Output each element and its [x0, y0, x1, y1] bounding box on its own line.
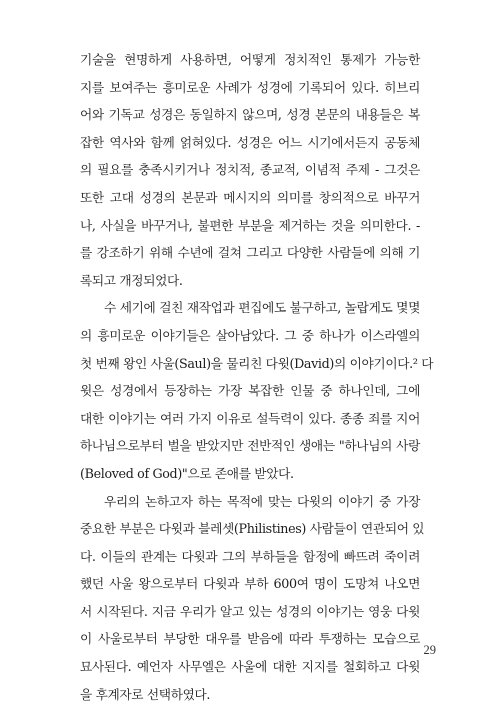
paragraph-2	[80, 294, 420, 487]
text-line: 다. 이들의 관계는 다윗과 그의 부하들을 함정에 빠뜨려 죽이려	[80, 543, 420, 571]
text-line: 했던 사울 왕으로부터 다윗과 부하 600여 명이 도망쳐 나오면	[80, 570, 420, 598]
text-line: 윗은 성경에서 등장하는 가장 복잡한 인물 중 하나인데, 그에	[80, 377, 420, 405]
text-line: 하나님으로부터 벌을 받았지만 전반적인 생애는 "하나님의 사랑	[80, 432, 420, 460]
text-line: 또한 고대 성경의 본문과 메시지의 의미를 창의적으로 바꾸거	[80, 184, 420, 212]
text-line: 수 세기에 걸친 재작업과 편집에도 불구하고, 놀랍게도 몇몇	[80, 294, 420, 322]
text-line: 의 흥미로운 이야기들은 살아남았다. 그 중 하나가 이스라엘의	[80, 322, 420, 350]
text-line: 나, 사실을 바꾸거나, 불편한 부분을 제거하는 것을 의미한다. -	[80, 212, 420, 240]
paragraph-3	[80, 488, 420, 708]
text-line: 이 사울로부터 부당한 대우를 받음에 따라 투쟁하는 모습으로	[80, 625, 420, 653]
text-line: 록되고 개정되었다.	[80, 267, 420, 295]
body-text	[80, 46, 420, 708]
text-line: 지를 보여주는 흥미로운 사례가 성경에 기록되어 있다. 히브리	[80, 74, 420, 102]
text-line: 우리의 논하고자 하는 목적에 맞는 다윗의 이야기 중 가장	[80, 488, 420, 516]
text-line: 중요한 부분은 다윗과 블레셋(Philistines) 사람들이 연관되어 있	[80, 515, 420, 543]
text-line: 첫 번째 왕인 사울(Saul)을 물리친 다윗(David)의 이야기이다.² 다	[80, 350, 420, 378]
text-line: 을 후계자로 선택하였다.	[80, 681, 420, 708]
paragraph-1	[80, 46, 420, 294]
text-line: 의 필요를 충족시키거나 정치적, 종교적, 이념적 주제 - 그것은	[80, 156, 420, 184]
text-line: (Beloved of God)"으로 존애를 받았다.	[80, 460, 420, 488]
text-line: 대한 이야기는 여러 가지 이유로 설득력이 있다. 종종 죄를 지어	[80, 405, 420, 433]
text-line: 어와 기독교 성경은 동일하지 않으며, 성경 본문의 내용들은 복	[80, 101, 420, 129]
text-line: 서 시작된다. 지금 우리가 알고 있는 성경의 이야기는 영웅 다윗	[80, 598, 420, 626]
page-number: 29	[400, 643, 436, 658]
text-line: 기술을 현명하게 사용하면, 어떻게 정치적인 통제가 가능한	[80, 46, 420, 74]
text-line: 묘사된다. 예언자 사무엘은 사울에 대한 지지를 철회하고 다윗	[80, 653, 420, 681]
text-line: 잡한 역사와 함께 얽혀있다. 성경은 어느 시기에서든지 공동체	[80, 129, 420, 157]
text-line: 를 강조하기 위해 수년에 걸쳐 그리고 다양한 사람들에 의해 기	[80, 239, 420, 267]
